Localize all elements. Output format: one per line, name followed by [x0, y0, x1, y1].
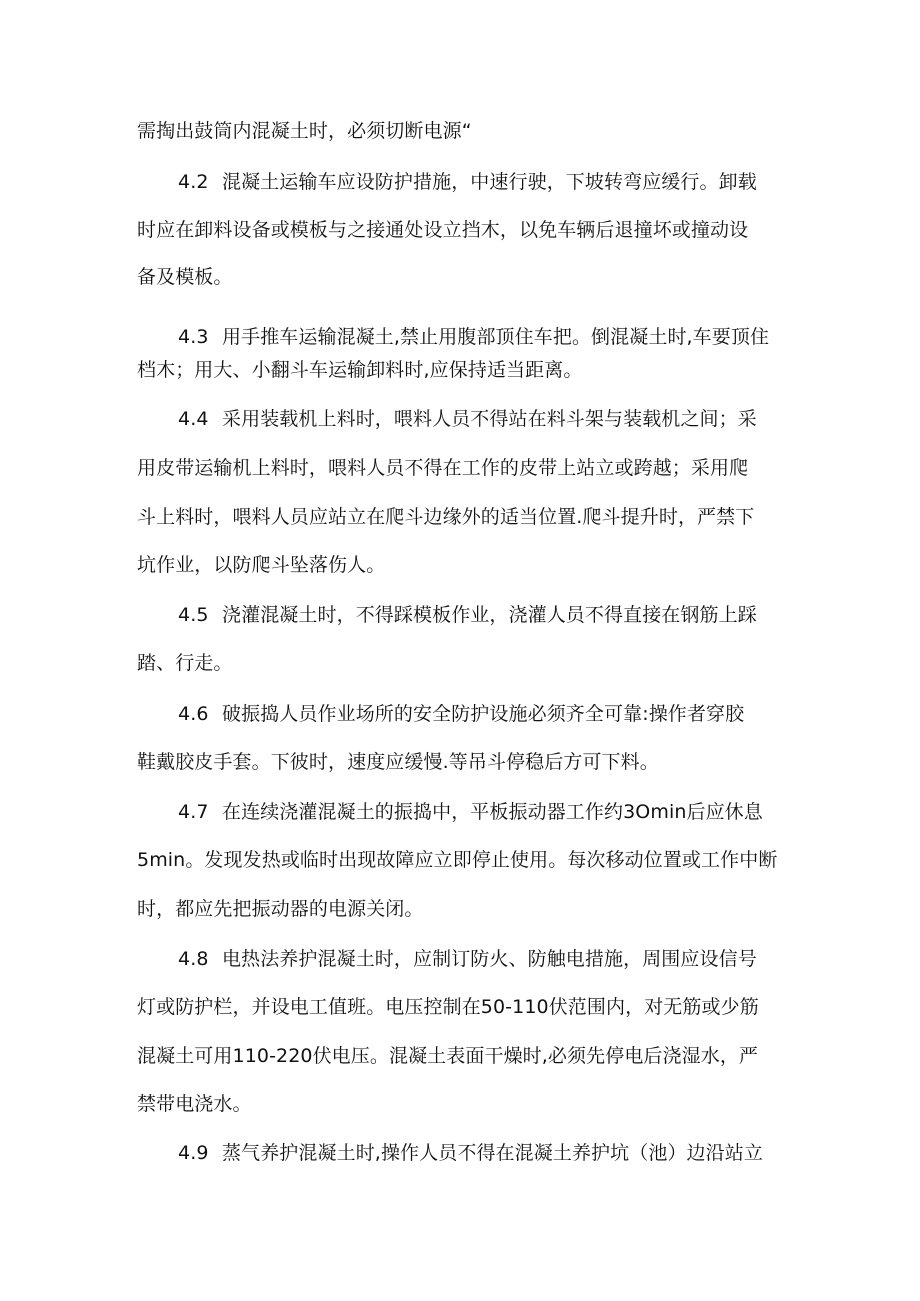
item-4-4-line-3: 斗上料时，喂料人员应站立在爬斗边缘外的适当位置.爬斗提升时，严禁下	[137, 506, 755, 528]
item-4-2-line-1	[178, 170, 757, 194]
paragraph-text: 浇灌混凝土时，不得踩模板作业，浇灌人员不得直接在钢筋上踩	[222, 604, 757, 626]
item-number: 4.2	[178, 171, 209, 193]
item-4-7-line-2: 5min。发现发热或临时出现故障应立即停止使用。每次移动位置或工作中断	[137, 849, 778, 871]
item-4-9-line-1	[178, 1141, 763, 1165]
item-4-5-line-2: 踏、行走。	[137, 652, 233, 674]
item-4-4-line-2: 用皮带运输机上料时，喂料人员不得在工作的皮带上站立或跨越；采用爬	[137, 457, 749, 479]
item-number: 4.6	[178, 703, 209, 725]
item-number: 4.8	[178, 948, 209, 970]
item-number: 4.4	[178, 408, 209, 430]
paragraph-text: 蒸气养护混凝土时,操作人员不得在混凝土养护坑（池）边沿站立	[222, 1142, 763, 1164]
paragraph-text: 电热法养护混凝土时，应制订防火、防触电措施，周围应设信号	[222, 948, 757, 970]
item-number: 4.7	[178, 801, 209, 823]
item-number: 4.9	[178, 1142, 209, 1164]
item-number: 4.3	[178, 326, 209, 348]
item-4-6-line-2: 鞋戴胶皮手套。下彼时，速度应缓慢.等吊斗停稳后方可下料。	[137, 751, 659, 773]
item-4-4-line-1	[178, 407, 757, 431]
item-4-7-line-1	[178, 800, 763, 824]
item-4-8-line-1	[178, 947, 757, 971]
paragraph-text: 破振捣人员作业场所的安全防护设施必须齐全可靠:操作者穿胶	[222, 703, 745, 725]
item-4-2-line-2: 时应在卸料设备或模板与之接通处设立挡木，以免车辆后退撞坏或撞动设	[137, 219, 749, 241]
item-4-4-line-4: 坑作业，以防爬斗坠落伤人。	[137, 554, 386, 576]
item-4-3-line-2: 档木；用大、小翻斗车运输卸料时,应保持适当距离。	[137, 359, 583, 381]
paragraph-text: 用手推车运输混凝土,禁止用腹部顶住车把。倒混凝土时,车要顶住	[222, 326, 770, 348]
item-4-3-line-1	[178, 325, 769, 349]
item-4-8-line-3: 混凝土可用110-220伏电压。混凝土表面干燥时,必须先停电后浇湿水，严	[137, 1045, 759, 1067]
item-number: 4.5	[178, 604, 209, 626]
paragraph-text: 混凝土运输车应设防护措施，中速行驶，下坡转弯应缓行。卸载	[222, 171, 757, 193]
item-4-8-line-2: 灯或防护栏，并设电工值班。电压控制在50-110伏范围内，对无筋或少筋	[137, 996, 759, 1018]
continuation-line: 需掏出鼓筒内混凝土时，必须切断电源“	[137, 120, 472, 142]
item-4-8-line-4: 禁带电浇水。	[137, 1093, 252, 1115]
item-4-6-line-1	[178, 702, 744, 726]
item-4-5-line-1	[178, 603, 757, 627]
paragraph-text: 在连续浇灌混凝土的振捣中，平板振动器工作约3Omin后应休息	[222, 801, 763, 823]
paragraph-text: 采用装载机上料时，喂料人员不得站在料斗架与装载机之间；采	[222, 408, 757, 430]
item-4-2-line-3: 备及模板。	[137, 266, 233, 288]
item-4-7-line-3: 时，都应先把振动器的电源关闭。	[137, 898, 424, 920]
